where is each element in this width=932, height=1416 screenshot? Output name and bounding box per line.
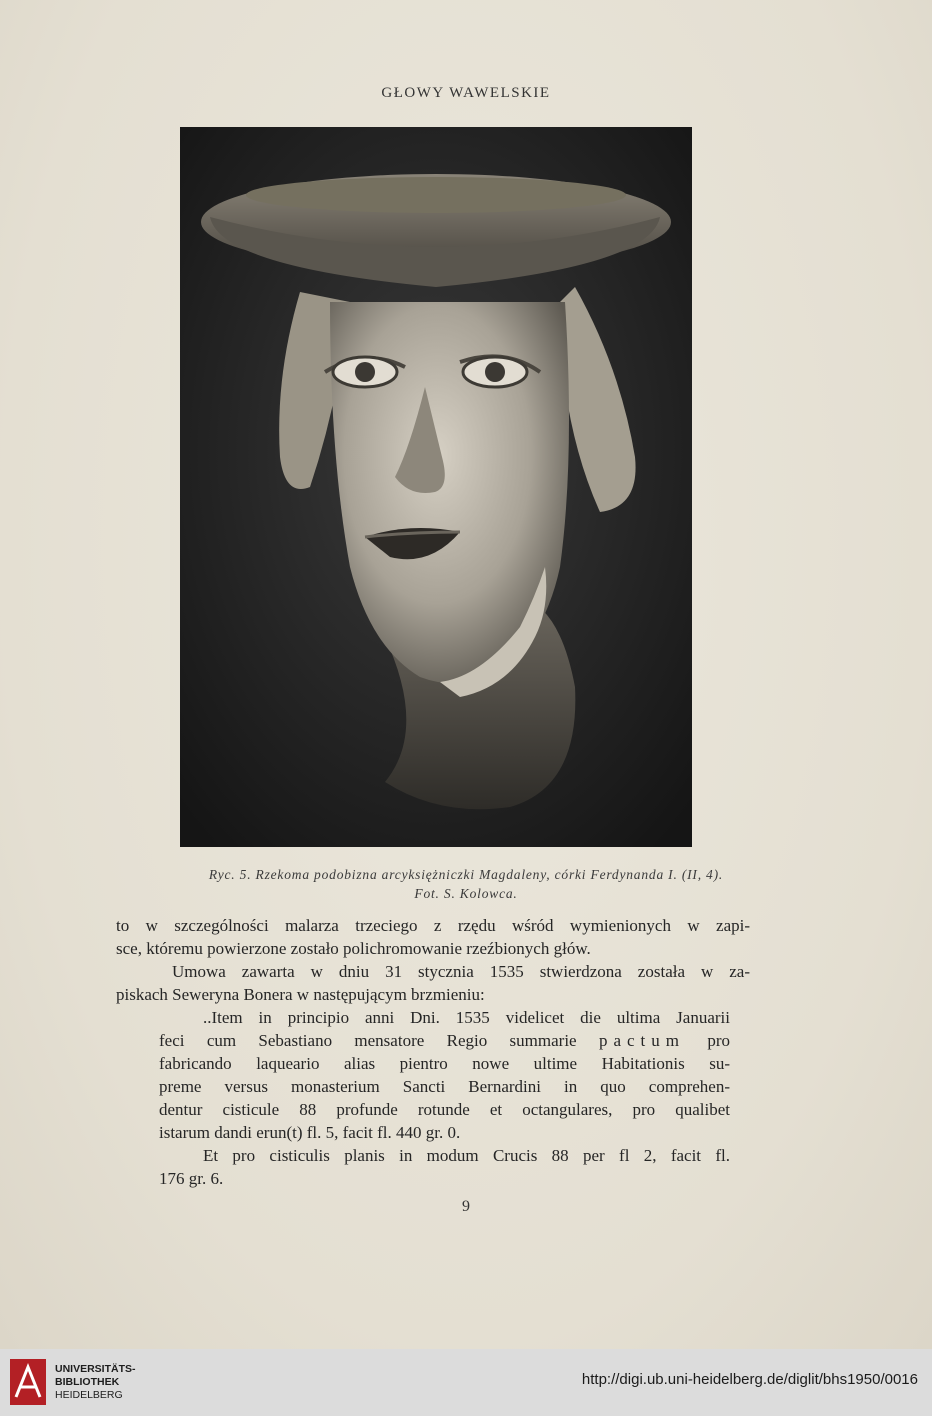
permalink-url[interactable]: http://digi.ub.uni-heidelberg.de/diglit/bhs1950/0016 — [581, 1371, 918, 1388]
quote-text: pro — [707, 1031, 731, 1050]
running-title: GŁOWY WAWELSKIE — [381, 85, 551, 101]
text-line: piskach Seweryna Bonera w następującym brzmieniu: — [116, 985, 485, 1004]
quote-line: istarum dandi erun(t) fl. 5, facit fl. 440 gr. 0. — [159, 1123, 461, 1142]
quote-line: ..Item in principio anni Dni. 1535 videlicet die ultima Januarii — [203, 1008, 730, 1027]
page-number: 9 — [462, 1198, 470, 1215]
latin-quotation — [116, 1006, 730, 1190]
caption-line-1: Ryc. 5. Rzekoma podobizna arcyksiężniczki Magdaleny, córki Ferdynanda I. (II, 4). — [208, 867, 724, 882]
caption-line-2-photographer: Fot. S. Kolowca. — [414, 886, 518, 901]
digitization-footer — [0, 1349, 932, 1416]
quote-line: dentur cisticule 88 profunde rotunde et octangulares, pro qualibet — [159, 1100, 730, 1119]
spaced-word-pactum: pactum — [598, 1031, 685, 1050]
quote-line — [159, 1029, 730, 1052]
library-name — [55, 1363, 136, 1402]
text-line: Umowa zawarta w dniu 31 stycznia 1535 stwierdzona została w za- — [172, 962, 750, 981]
library-line-3: HEIDELBERG — [55, 1389, 123, 1401]
quote-line: Et pro cisticulis planis in modum Crucis 88 per fl 2, facit fl. — [203, 1146, 730, 1165]
text-line: sce, któremu powierzone zostało polichromowanie rzeźbionych głów. — [116, 939, 591, 958]
figure-photo-carved-head — [180, 127, 692, 847]
library-line-1: UNIVERSITÄTS- — [55, 1363, 136, 1375]
library-line-2: BIBLIOTHEK — [55, 1376, 120, 1388]
text-line: to w szczególności malarza trzeciego z rzędu wśród wymienionych w zapi- — [116, 916, 750, 935]
figure-caption — [100, 865, 832, 903]
body-text — [116, 914, 750, 1190]
quote-line: 176 gr. 6. — [159, 1169, 224, 1188]
quote-line: preme versus monasterium Sancti Bernardini in quo comprehen- — [159, 1077, 730, 1096]
library-logo-icon — [10, 1359, 46, 1405]
quote-text: feci cum Sebastiano mensatore Regio summarie — [159, 1031, 577, 1050]
quote-line: fabricando laqueario alias pientro nowe ultime Habitationis su- — [159, 1054, 730, 1073]
